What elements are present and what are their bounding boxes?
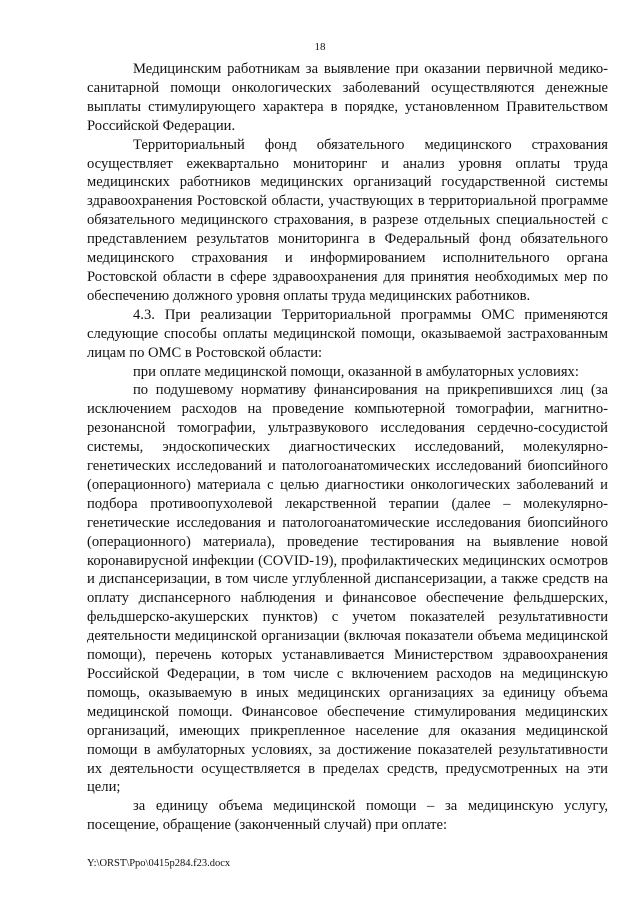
- document-body: [87, 60, 608, 835]
- page-number: 18: [314, 41, 326, 53]
- paragraph-monitoring: Территориальный фонд обязательного медицинского страхования осуществляет ежеквартально мониторинг и анализ уровня оплаты труда медицинских работников медицинских организаций государственной системы здравоохранения Ростовской области, участвующих в территориальной программе обязательного медицинского страхования, в разрезе отдельных специальностей с представлением результатов мониторинга в Федеральный фонд обязательного медицинского страхования и информированием исполнительного органа Ростовской области в сфере здравоохранения для принятия необходимых мер по обеспечению должного уровня оплаты труда медицинских работников.: [87, 136, 608, 304]
- footer-file-path: Y:\ORST\Ppo\0415p284.f23.docx: [87, 858, 231, 869]
- paragraph-section-4-3: 4.3. При реализации Территориальной программы ОМС применяются следующие способы оплаты медицинской помощи, оказываемой застрахованным лицам по ОМС в Ростовской области:: [87, 306, 608, 361]
- paragraph-outpatient-intro: при оплате медицинской помощи, оказанной в амбулаторных условиях:: [133, 363, 579, 380]
- paragraph-stimulus-payments: Медицинским работникам за выявление при оказании первичной медико-санитарной помощи онкологических заболеваний осуществляются денежные выплаты стимулирующего характера в порядке, установленном Правительством Российской Федерации.: [87, 61, 608, 134]
- paragraph-per-capita-norm: по подушевому нормативу финансирования на прикрепившихся лиц (за исключением расходов на проведение компьютерной томографии, магнитно-резонансной томографии, ультразвукового исследования сердечно-сосудистой системы, эндоскопических диагностических исследований, молекулярно-генетических исследований и патологоанатомических исследований биопсийного (операционного) материала с целью диагностики онкологических заболеваний и подбора противоопухолевой лекарственной терапии (далее – молекулярно-генетические исследования и патологоанатомические исследования биопсийного (операционного) материала), проведение тестирования на выявление новой коронавирусной инфекции (COVID-19), профилактических медицинских осмотров и диспансеризации, в том числе углубленной диспансеризации, а также средств на оплату диспансерного наблюдения и финансовое обеспечение фельдшерских, фельдшерско-акушерских пунктов) с учетом показателей результативности деятельности медицинской организации (включая показатели объема медицинской помощи), перечень которых устанавливается Министерством здравоохранения Российской Федерации, в том числе с включением расходов на медицинскую помощь, оказываемую в иных медицинских организациях за единицу объема медицинской помощи. Финансовое обеспечение стимулирования медицинских организаций, имеющих прикрепленное население для оказания медицинской помощи в амбулаторных условиях, за достижение показателей результативности их деятельности осуществляется в пределах средств, предусмотренных на эти цели;: [87, 382, 608, 796]
- paragraph-per-unit-payment: за единицу объема медицинской помощи – за медицинскую услугу, посещение, обращение (законченный случай) при оплате:: [87, 798, 608, 834]
